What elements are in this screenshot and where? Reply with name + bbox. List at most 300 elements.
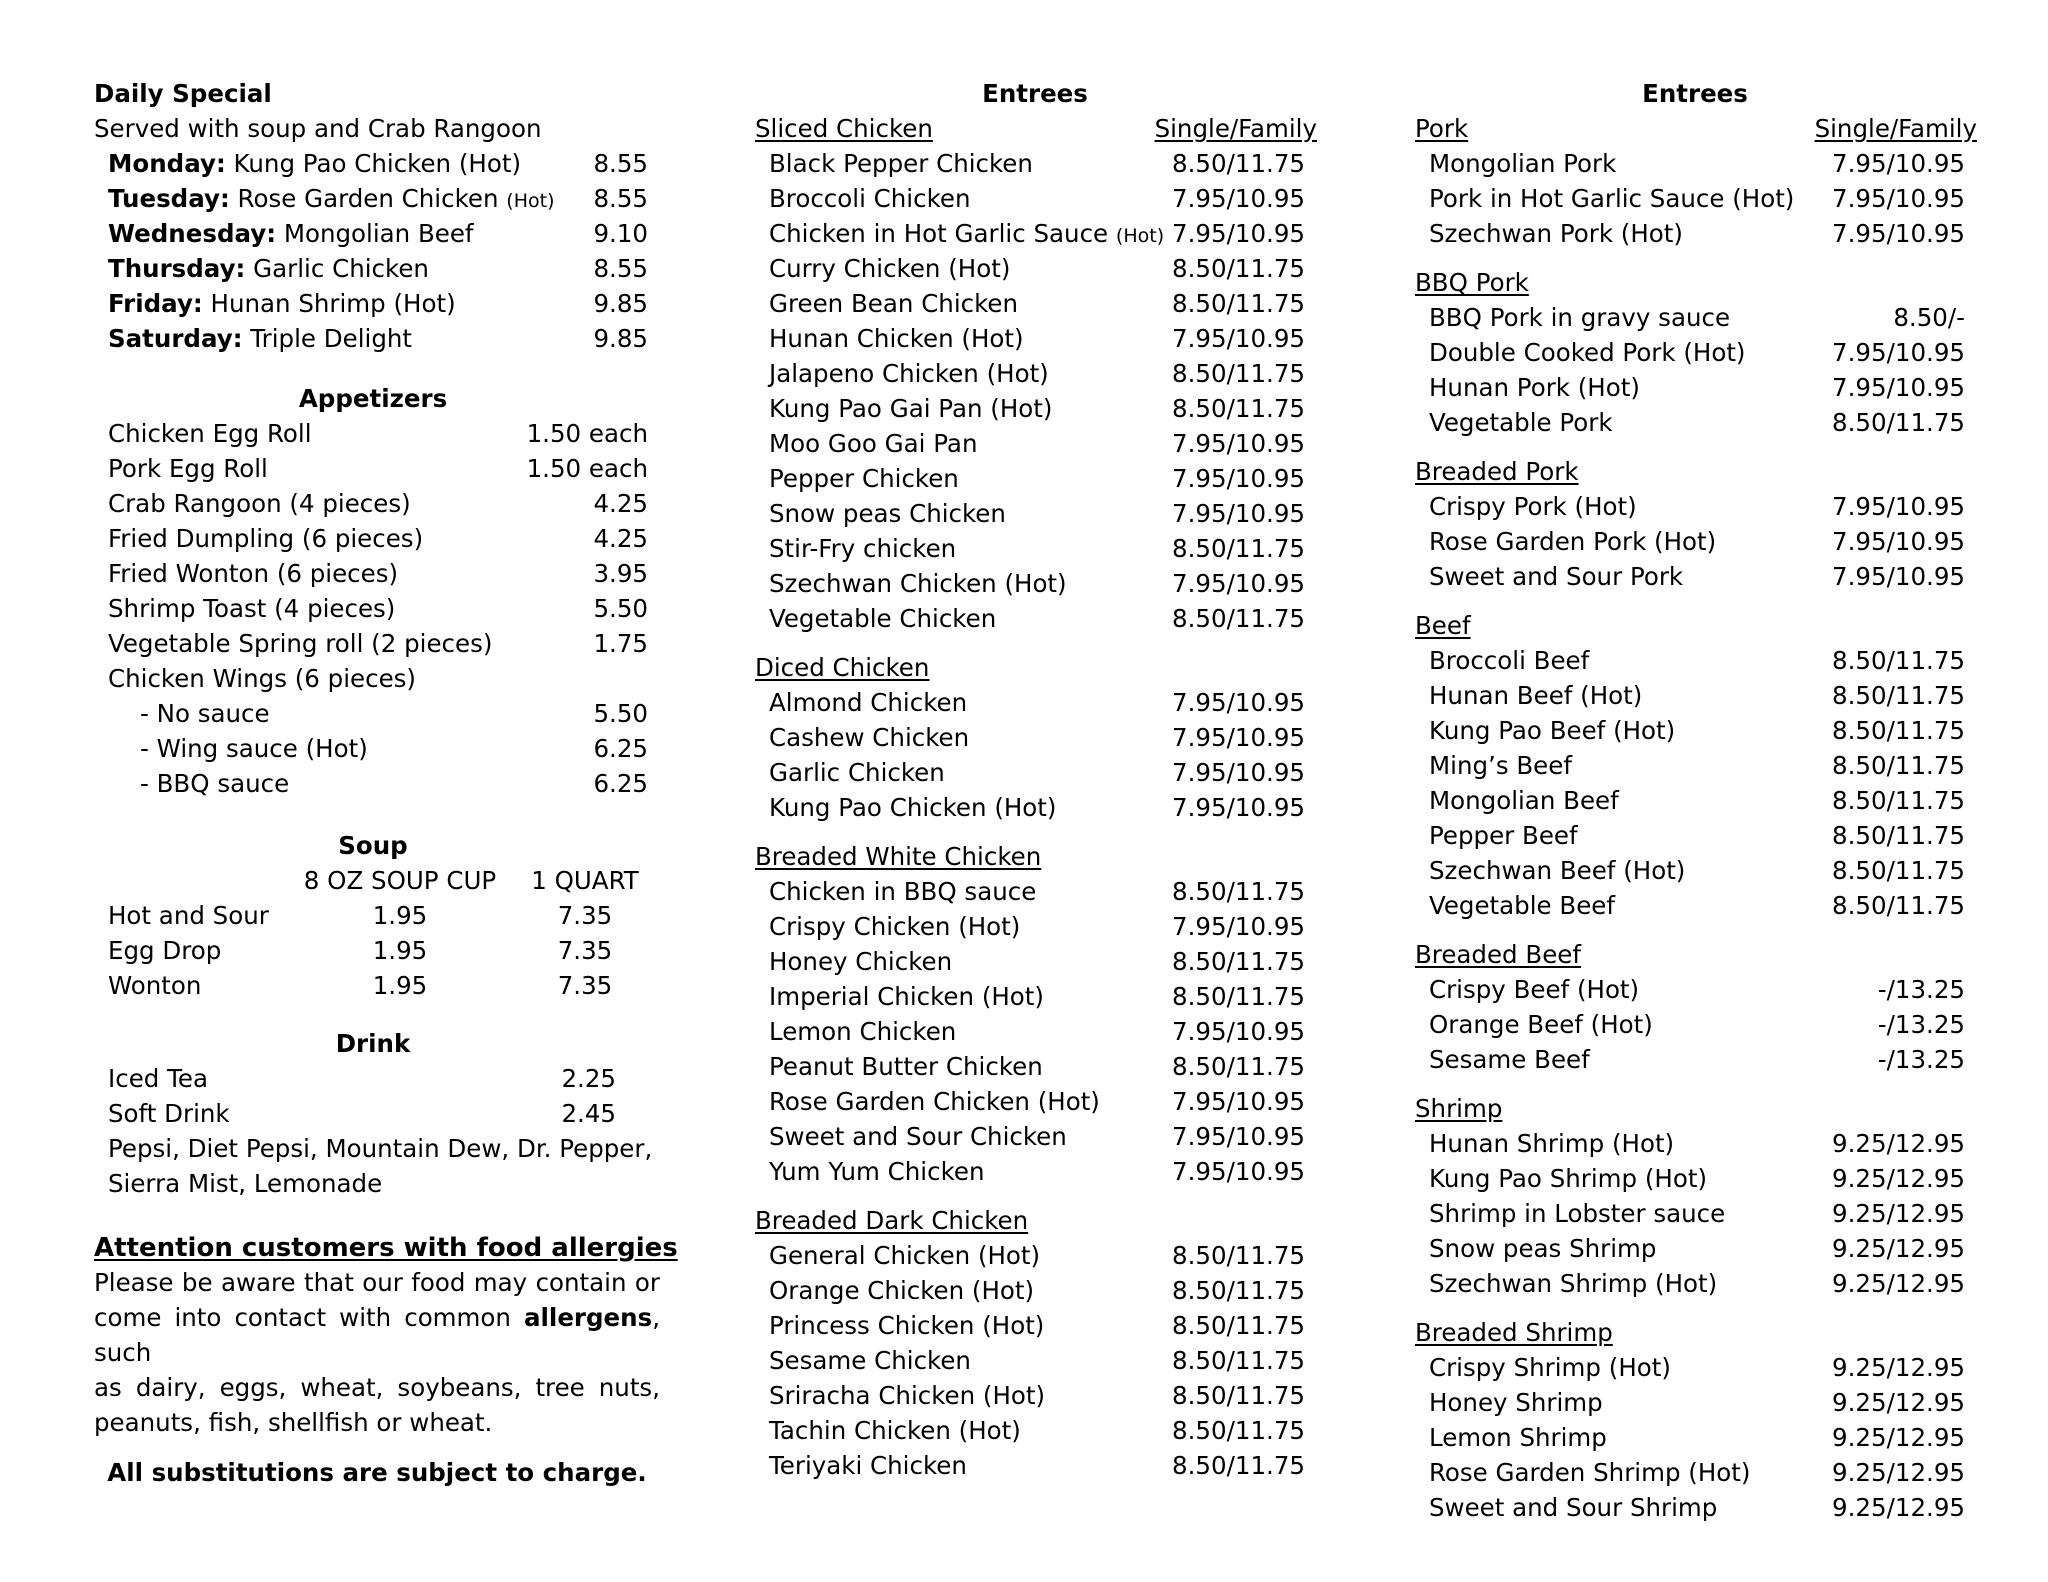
entree-item xyxy=(769,288,1305,320)
entree-name: Chicken in BBQ sauce xyxy=(769,877,1037,906)
entree-item xyxy=(1429,561,1965,593)
daily-special-item xyxy=(108,288,648,320)
entree-price: 7.95/10.95 xyxy=(1832,527,1965,556)
entree-label xyxy=(769,911,1020,943)
entree-label xyxy=(769,792,1056,824)
entree-price: 8.50/11.75 xyxy=(1172,1276,1305,1305)
entree-name: Kung Pao Gai Pan (Hot) xyxy=(769,394,1053,423)
drink-brands-line2: Sierra Mist, Lemonade xyxy=(108,1169,383,1198)
daily-special-label xyxy=(108,183,554,217)
entree-label xyxy=(1429,1457,1750,1489)
entree-name: General Chicken (Hot) xyxy=(769,1241,1041,1270)
soup-cup-price: 1.95 xyxy=(372,936,428,965)
appetizer-name: Pork Egg Roll xyxy=(108,454,268,483)
entree-label xyxy=(769,1345,971,1377)
entree-label xyxy=(769,393,1052,425)
entree-price: 9.25/12.95 xyxy=(1832,1234,1965,1263)
entree-item xyxy=(1429,1457,1965,1489)
appetizer-price: 1.50 each xyxy=(526,419,648,448)
daily-special-item xyxy=(108,183,648,215)
wing-option-name: - Wing sauce (Hot) xyxy=(140,734,368,763)
entree-price: 7.95/10.95 xyxy=(1832,219,1965,248)
drink-brands-line1: Pepsi, Diet Pepsi, Mountain Dew, Dr. Pepper, xyxy=(108,1134,653,1163)
wing-option-name: - BBQ sauce xyxy=(140,769,290,798)
dish-name: Rose Garden Chicken xyxy=(237,184,499,213)
allergy-title: Attention customers with food allergies xyxy=(94,1233,678,1263)
entree-price: 8.50/11.75 xyxy=(1172,604,1305,633)
allergy-line-2a: come into contact with common xyxy=(94,1303,524,1332)
appetizer-price: 4.25 xyxy=(593,489,648,518)
entree-price: 8.50/11.75 xyxy=(1832,751,1965,780)
entree-name: Jalapeno Chicken (Hot) xyxy=(769,359,1049,388)
soup-cup-price: 1.95 xyxy=(372,901,428,930)
entree-label xyxy=(769,1415,1021,1447)
allergy-line-4: peanuts, fish, shellfish or wheat. xyxy=(94,1408,493,1437)
entree-price: -/13.25 xyxy=(1877,1045,1965,1074)
drink-title: Drink xyxy=(335,1029,411,1058)
dish-price: 8.55 xyxy=(593,254,648,283)
soup-name: Hot and Sour xyxy=(108,901,269,930)
appetizers-title: Appetizers xyxy=(298,384,448,413)
entree-item xyxy=(1429,890,1965,922)
entree-price: 7.95/10.95 xyxy=(1172,758,1305,787)
entree-label xyxy=(1429,491,1637,523)
entree-item xyxy=(769,1240,1305,1272)
entree-name: Hunan Shrimp (Hot) xyxy=(1429,1129,1675,1158)
appetizer-price: 1.75 xyxy=(593,629,648,658)
entree-label xyxy=(1429,1163,1707,1195)
entree-name: Szechwan Pork (Hot) xyxy=(1429,219,1683,248)
entree-name: Yum Yum Chicken xyxy=(769,1157,985,1186)
entree-label xyxy=(769,148,1033,180)
entree-label xyxy=(769,722,969,754)
entree-label xyxy=(1429,820,1578,852)
entree-name: Kung Pao Shrimp (Hot) xyxy=(1429,1164,1708,1193)
soup-quart-price: 7.35 xyxy=(557,971,613,1000)
section-heading: Breaded Shrimp xyxy=(1415,1318,1613,1347)
entree-price: 9.25/12.95 xyxy=(1832,1458,1965,1487)
entree-item xyxy=(769,603,1305,635)
entree-name: Crispy Pork (Hot) xyxy=(1429,492,1637,521)
entree-item xyxy=(1429,1128,1965,1160)
day-label: Wednesday: xyxy=(108,219,277,248)
entree-label xyxy=(769,687,967,719)
entree-item xyxy=(769,1345,1305,1377)
entree-price: 7.95/10.95 xyxy=(1832,492,1965,521)
entree-item xyxy=(1429,1009,1965,1041)
soup-item xyxy=(108,900,668,932)
allergy-line-3: as dairy, eggs, wheat, soybeans, tree nuts, xyxy=(94,1373,660,1402)
entree-price: 7.95/10.95 xyxy=(1832,338,1965,367)
dish-name: Garlic Chicken xyxy=(253,254,429,283)
entree-item xyxy=(769,876,1305,908)
appetizer-price: 1.50 each xyxy=(526,454,648,483)
entree-price: 8.50/11.75 xyxy=(1172,1451,1305,1480)
appetizer-name: Fried Wonton (6 pieces) xyxy=(108,559,399,588)
day-label: Saturday: xyxy=(108,324,243,353)
entree-item xyxy=(1429,407,1965,439)
drink-item xyxy=(108,1098,616,1130)
entree-item xyxy=(1429,785,1965,817)
dish-note: (Hot) xyxy=(506,190,555,212)
entree-label xyxy=(769,568,1067,600)
entree-item xyxy=(1429,337,1965,369)
appetizer-item xyxy=(108,663,648,695)
entree-label xyxy=(1429,1044,1590,1076)
entree-label xyxy=(769,946,952,978)
entree-label xyxy=(769,218,1164,252)
entree-label xyxy=(769,1051,1043,1083)
entree-name: Garlic Chicken xyxy=(769,758,945,787)
appetizer-item xyxy=(108,593,648,625)
entree-name: Cashew Chicken xyxy=(769,723,970,752)
entree-item xyxy=(1429,1163,1965,1195)
entree-item xyxy=(769,687,1305,719)
entree-item xyxy=(769,1415,1305,1447)
section-heading: Diced Chicken xyxy=(755,653,930,682)
dish-name: Mongolian Beef xyxy=(283,219,474,248)
entree-price: 7.95/10.95 xyxy=(1832,184,1965,213)
section-heading: BBQ Pork xyxy=(1415,268,1529,297)
entree-price: 9.25/12.95 xyxy=(1832,1164,1965,1193)
entree-label xyxy=(1429,855,1685,887)
section-heading: Breaded Pork xyxy=(1415,457,1579,486)
entree-name: Crispy Chicken (Hot) xyxy=(769,912,1021,941)
entree-label xyxy=(1429,1387,1603,1419)
entree-label xyxy=(1429,890,1615,922)
soup-quart-price: 7.35 xyxy=(557,936,613,965)
entrees-title-middle: Entrees xyxy=(982,79,1088,108)
entree-item xyxy=(769,253,1305,285)
entree-label xyxy=(769,1380,1045,1412)
entree-name: Double Cooked Pork (Hot) xyxy=(1429,338,1746,367)
entree-label xyxy=(1429,526,1716,558)
entree-price: 7.95/10.95 xyxy=(1172,219,1305,248)
entree-item xyxy=(769,358,1305,390)
daily-special-title: Daily Special xyxy=(94,79,272,108)
entree-item xyxy=(1429,302,1965,334)
entree-label xyxy=(1429,750,1572,782)
entree-label xyxy=(1429,1268,1717,1300)
daily-special-item xyxy=(108,253,648,285)
dish-price: 9.10 xyxy=(593,219,648,248)
entree-price: -/13.25 xyxy=(1877,1010,1965,1039)
entree-name: Moo Goo Gai Pan xyxy=(769,429,978,458)
wing-option xyxy=(108,698,648,730)
entree-label xyxy=(1429,337,1746,369)
entree-item xyxy=(769,946,1305,978)
entree-label xyxy=(1429,372,1640,404)
entree-name: Broccoli Beef xyxy=(1429,646,1590,675)
entree-price: 8.50/11.75 xyxy=(1172,1346,1305,1375)
entree-price: 7.95/10.95 xyxy=(1172,569,1305,598)
entree-item xyxy=(1429,1492,1965,1524)
entree-label xyxy=(769,1016,956,1048)
entree-price: -/13.25 xyxy=(1877,975,1965,1004)
price-header-right: Single/Family xyxy=(1814,114,1977,143)
day-label: Tuesday: xyxy=(108,184,230,213)
appetizer-price: 3.95 xyxy=(593,559,648,588)
dish-name: Hunan Shrimp (Hot) xyxy=(210,289,456,318)
entree-item xyxy=(1429,715,1965,747)
entree-label xyxy=(769,1450,967,1482)
entree-item xyxy=(769,1310,1305,1342)
substitutions-note: All substitutions are subject to charge. xyxy=(107,1458,647,1487)
entree-price: 9.25/12.95 xyxy=(1832,1493,1965,1522)
appetizer-price: 4.25 xyxy=(593,524,648,553)
entree-price: 7.95/10.95 xyxy=(1832,149,1965,178)
entree-price: 7.95/10.95 xyxy=(1172,912,1305,941)
appetizer-item xyxy=(108,488,648,520)
entree-label xyxy=(769,603,996,635)
soup-name: Wonton xyxy=(108,971,202,1000)
entree-label xyxy=(769,428,977,460)
entree-name: Vegetable Beef xyxy=(1429,891,1615,920)
entree-name: Shrimp in Lobster sauce xyxy=(1429,1199,1726,1228)
entree-price: 7.95/10.95 xyxy=(1172,793,1305,822)
soup-name: Egg Drop xyxy=(108,936,222,965)
entree-item xyxy=(769,183,1305,215)
entree-price: 8.50/11.75 xyxy=(1172,149,1305,178)
dish-name: Kung Pao Chicken (Hot) xyxy=(233,149,522,178)
section-heading: Shrimp xyxy=(1415,1094,1503,1123)
soup-cup-price: 1.95 xyxy=(372,971,428,1000)
entree-name: Szechwan Beef (Hot) xyxy=(1429,856,1686,885)
entree-price: 7.95/10.95 xyxy=(1172,1157,1305,1186)
entree-name: Orange Beef (Hot) xyxy=(1429,1010,1653,1039)
entree-price: 7.95/10.95 xyxy=(1172,499,1305,528)
allergy-line-1: Please be aware that our food may contain or xyxy=(94,1268,660,1297)
entree-item xyxy=(1429,491,1965,523)
appetizer-item xyxy=(108,558,648,590)
entree-item xyxy=(769,792,1305,824)
entree-name: Crispy Shrimp (Hot) xyxy=(1429,1353,1671,1382)
appetizer-name: Fried Dumpling (6 pieces) xyxy=(108,524,424,553)
entree-price: 9.25/12.95 xyxy=(1832,1423,1965,1452)
entree-item xyxy=(769,1016,1305,1048)
entree-name: Orange Chicken (Hot) xyxy=(769,1276,1035,1305)
entree-label xyxy=(769,323,1024,355)
drink-price: 2.25 xyxy=(561,1064,616,1093)
entree-price: 7.95/10.95 xyxy=(1172,324,1305,353)
allergy-notice xyxy=(94,1265,660,1440)
entree-name: Rose Garden Chicken (Hot) xyxy=(769,1087,1100,1116)
soup-title: Soup xyxy=(338,831,408,860)
entree-item xyxy=(1429,218,1965,250)
day-label: Thursday: xyxy=(108,254,246,283)
entree-price: 9.25/12.95 xyxy=(1832,1129,1965,1158)
entree-name: Szechwan Shrimp (Hot) xyxy=(1429,1269,1718,1298)
section-heading: Breaded Dark Chicken xyxy=(755,1206,1029,1235)
entree-item xyxy=(769,533,1305,565)
entree-price: 7.95/10.95 xyxy=(1832,373,1965,402)
entree-label xyxy=(1429,561,1683,593)
entree-item xyxy=(769,1051,1305,1083)
section-heading: Beef xyxy=(1415,611,1471,640)
entree-item xyxy=(769,568,1305,600)
drink-price: 2.45 xyxy=(561,1099,616,1128)
entree-name: Mongolian Beef xyxy=(1429,786,1619,815)
entree-item xyxy=(1429,974,1965,1006)
entree-price: 7.95/10.95 xyxy=(1172,1122,1305,1151)
entree-label xyxy=(1429,974,1639,1006)
entree-item xyxy=(1429,1352,1965,1384)
entree-name: Vegetable Chicken xyxy=(769,604,997,633)
entree-item xyxy=(1429,680,1965,712)
entree-price: 7.95/10.95 xyxy=(1172,1017,1305,1046)
entree-label xyxy=(769,183,971,215)
daily-special-label xyxy=(108,148,521,180)
soup-item xyxy=(108,935,668,967)
entree-price: 7.95/10.95 xyxy=(1832,562,1965,591)
entree-name: Curry Chicken (Hot) xyxy=(769,254,1011,283)
entree-name: Teriyaki Chicken xyxy=(769,1451,967,1480)
entree-label xyxy=(1429,1352,1671,1384)
entree-name: Hunan Chicken (Hot) xyxy=(769,324,1024,353)
entree-price: 9.25/12.95 xyxy=(1832,1269,1965,1298)
entree-price: 8.50/11.75 xyxy=(1172,877,1305,906)
entree-price: 8.50/11.75 xyxy=(1172,254,1305,283)
drink-item xyxy=(108,1063,616,1095)
appetizer-price: 5.50 xyxy=(593,594,648,623)
entree-item xyxy=(769,323,1305,355)
entree-price: 8.50/11.75 xyxy=(1832,408,1965,437)
dish-price: 9.85 xyxy=(593,324,648,353)
entree-item xyxy=(1429,1233,1965,1265)
entree-name: Vegetable Pork xyxy=(1429,408,1613,437)
entree-name: Stir-Fry chicken xyxy=(769,534,957,563)
wing-option-price: 5.50 xyxy=(593,699,648,728)
entree-price: 8.50/11.75 xyxy=(1832,821,1965,850)
section-heading: Breaded Beef xyxy=(1415,940,1581,969)
entree-name: Black Pepper Chicken xyxy=(769,149,1033,178)
drink-name: Soft Drink xyxy=(108,1099,230,1128)
entree-price: 8.50/11.75 xyxy=(1172,1052,1305,1081)
entree-item xyxy=(769,1086,1305,1118)
entree-price: 8.50/11.75 xyxy=(1832,646,1965,675)
allergy-line-2c: , such xyxy=(94,1303,660,1367)
entree-item xyxy=(769,1380,1305,1412)
entree-label xyxy=(1429,148,1616,180)
entree-label xyxy=(769,1275,1034,1307)
entree-label xyxy=(1429,1422,1607,1454)
appetizer-item xyxy=(108,523,648,555)
entree-price: 8.50/11.75 xyxy=(1172,394,1305,423)
entree-name: Kung Pao Beef (Hot) xyxy=(1429,716,1676,745)
day-label: Monday: xyxy=(108,149,226,178)
entree-price: 8.50/11.75 xyxy=(1832,716,1965,745)
entree-name: Kung Pao Chicken (Hot) xyxy=(769,793,1057,822)
entrees-title-right: Entrees xyxy=(1642,79,1748,108)
entree-item xyxy=(769,1450,1305,1482)
entree-item xyxy=(1429,526,1965,558)
appetizer-name: Vegetable Spring roll (2 pieces) xyxy=(108,629,493,658)
wing-option-name: - No sauce xyxy=(140,699,270,728)
entree-price: 8.50/11.75 xyxy=(1832,856,1965,885)
allergy-line-2 xyxy=(94,1300,660,1370)
day-label: Friday: xyxy=(108,289,203,318)
entree-price: 8.50/11.75 xyxy=(1172,534,1305,563)
appetizer-item xyxy=(108,418,648,450)
entree-name: Honey Chicken xyxy=(769,947,953,976)
entree-label xyxy=(769,358,1049,390)
entree-note: (Hot) xyxy=(1115,225,1165,247)
entree-label xyxy=(1429,785,1619,817)
entree-name: Mongolian Pork xyxy=(1429,149,1617,178)
entree-label xyxy=(769,253,1010,285)
allergens-word: allergens xyxy=(523,1303,653,1332)
daily-special-label xyxy=(108,253,429,285)
entree-label xyxy=(1429,715,1675,747)
entree-item xyxy=(1429,855,1965,887)
entree-label xyxy=(1429,1128,1674,1160)
appetizer-item xyxy=(108,453,648,485)
section-heading: Sliced Chicken xyxy=(755,114,933,143)
entree-item xyxy=(769,1275,1305,1307)
entree-item xyxy=(1429,372,1965,404)
entree-label xyxy=(1429,1009,1653,1041)
entree-name: Green Bean Chicken xyxy=(769,289,1019,318)
appetizer-name: Crab Rangoon (4 pieces) xyxy=(108,489,411,518)
entree-price: 9.25/12.95 xyxy=(1832,1353,1965,1382)
entree-price: 8.50/11.75 xyxy=(1172,1416,1305,1445)
entree-label xyxy=(1429,183,1794,215)
entree-name: Lemon Chicken xyxy=(769,1017,957,1046)
entree-label xyxy=(1429,407,1613,439)
entree-item xyxy=(769,393,1305,425)
entree-label xyxy=(769,1156,985,1188)
entree-item xyxy=(769,498,1305,530)
entree-price: 9.25/12.95 xyxy=(1832,1388,1965,1417)
entree-name: Rose Garden Shrimp (Hot) xyxy=(1429,1458,1751,1487)
entree-name: Chicken in Hot Garlic Sauce xyxy=(769,219,1109,248)
entree-item xyxy=(769,757,1305,789)
entree-name: Pepper Chicken xyxy=(769,464,959,493)
section-heading: Breaded White Chicken xyxy=(755,842,1042,871)
entree-label xyxy=(769,1310,1044,1342)
entree-price: 8.50/11.75 xyxy=(1172,1311,1305,1340)
entree-name: Ming’s Beef xyxy=(1429,751,1572,780)
entree-price: 9.25/12.95 xyxy=(1832,1199,1965,1228)
soup-item xyxy=(108,970,668,1002)
soup-col-cup: 8 OZ SOUP CUP xyxy=(303,866,497,895)
entree-label xyxy=(769,533,956,565)
appetizer-item xyxy=(108,628,648,660)
entree-price: 7.95/10.95 xyxy=(1172,1087,1305,1116)
entree-price: 8.50/11.75 xyxy=(1172,289,1305,318)
entree-item xyxy=(1429,183,1965,215)
price-header-middle: Single/Family xyxy=(1154,114,1317,143)
entree-name: Hunan Pork (Hot) xyxy=(1429,373,1640,402)
daily-special-item xyxy=(108,323,648,355)
entree-item xyxy=(769,1121,1305,1153)
entree-price: 8.50/11.75 xyxy=(1172,1241,1305,1270)
entree-name: Tachin Chicken (Hot) xyxy=(769,1416,1021,1445)
dish-name: Triple Delight xyxy=(250,324,412,353)
entree-item xyxy=(1429,1387,1965,1419)
entree-label xyxy=(769,288,1018,320)
entree-name: Sriracha Chicken (Hot) xyxy=(769,1381,1046,1410)
entree-label xyxy=(769,1086,1100,1118)
entree-name: Pepper Beef xyxy=(1429,821,1578,850)
entree-item xyxy=(769,911,1305,943)
entree-name: Peanut Butter Chicken xyxy=(769,1052,1043,1081)
entree-item xyxy=(1429,1268,1965,1300)
entree-label xyxy=(769,1121,1067,1153)
entree-item xyxy=(1429,820,1965,852)
entree-item xyxy=(769,722,1305,754)
daily-special-label xyxy=(108,323,412,355)
